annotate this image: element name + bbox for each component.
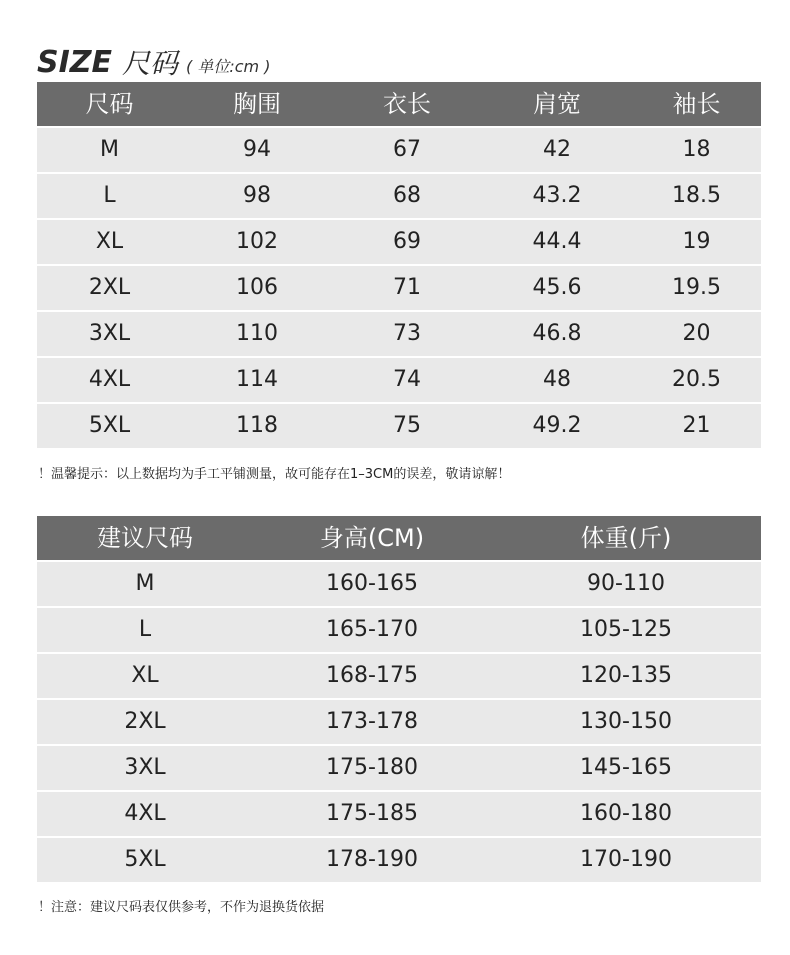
cell-size: 4XL <box>37 791 253 837</box>
cell-sleeve: 18.5 <box>632 173 761 219</box>
reference-disclaimer-note: ！注意：建议尺码表仅供参考，不作为退换货依据 <box>38 900 325 915</box>
table-row <box>37 173 761 219</box>
table-row <box>37 357 761 403</box>
cell-length: 69 <box>332 219 482 265</box>
cell-shoulder: 43.2 <box>482 173 632 219</box>
cell-size: XL <box>37 653 253 699</box>
cell-sleeve: 19.5 <box>632 265 761 311</box>
cell-shoulder: 44.4 <box>482 219 632 265</box>
title-unit: ( 单位:cm ) <box>186 57 271 76</box>
cell-weight: 160-180 <box>491 791 761 837</box>
cell-size: 5XL <box>37 837 253 882</box>
measurement-tip-note: ！温馨提示：以上数据均为手工平铺测量，故可能存在1–3CM的误差，敬请谅解！ <box>38 467 511 482</box>
cell-sleeve: 18 <box>632 127 761 173</box>
header-chest: 胸围 <box>182 82 332 127</box>
cell-chest: 110 <box>182 311 332 357</box>
cell-size: 2XL <box>37 265 182 311</box>
cell-length: 67 <box>332 127 482 173</box>
header-recommended-size: 建议尺码 <box>37 516 253 561</box>
cell-height: 178-190 <box>253 837 491 882</box>
cell-length: 74 <box>332 357 482 403</box>
cell-sleeve: 19 <box>632 219 761 265</box>
cell-size: 4XL <box>37 357 182 403</box>
table-row <box>37 653 761 699</box>
cell-sleeve: 20.5 <box>632 357 761 403</box>
cell-chest: 118 <box>182 403 332 448</box>
page-title <box>37 28 270 78</box>
cell-length: 75 <box>332 403 482 448</box>
cell-height: 173-178 <box>253 699 491 745</box>
size-recommendation-table <box>37 516 761 882</box>
cell-shoulder: 49.2 <box>482 403 632 448</box>
cell-shoulder: 42 <box>482 127 632 173</box>
table-row <box>37 791 761 837</box>
cell-shoulder: 48 <box>482 357 632 403</box>
table-row <box>37 219 761 265</box>
cell-height: 175-180 <box>253 745 491 791</box>
cell-weight: 120-135 <box>491 653 761 699</box>
cell-height: 160-165 <box>253 561 491 607</box>
cell-size: 2XL <box>37 699 253 745</box>
header-shoulder: 肩宽 <box>482 82 632 127</box>
cell-chest: 94 <box>182 127 332 173</box>
table-row <box>37 265 761 311</box>
cell-weight: 130-150 <box>491 699 761 745</box>
cell-size: M <box>37 127 182 173</box>
table-row <box>37 127 761 173</box>
table-row <box>37 699 761 745</box>
table-row <box>37 837 761 882</box>
title-size: SIZE <box>37 45 113 80</box>
header-size: 尺码 <box>37 82 182 127</box>
cell-length: 71 <box>332 265 482 311</box>
title-chinese: 尺码 <box>122 47 179 80</box>
cell-weight: 90-110 <box>491 561 761 607</box>
cell-weight: 105-125 <box>491 607 761 653</box>
cell-length: 68 <box>332 173 482 219</box>
header-weight: 体重(斤) <box>491 516 761 561</box>
header-sleeve: 袖长 <box>632 82 761 127</box>
cell-shoulder: 46.8 <box>482 311 632 357</box>
cell-size: 3XL <box>37 745 253 791</box>
cell-weight: 170-190 <box>491 837 761 882</box>
table-header-row <box>37 516 761 561</box>
cell-chest: 106 <box>182 265 332 311</box>
cell-chest: 98 <box>182 173 332 219</box>
cell-size: 5XL <box>37 403 182 448</box>
cell-length: 73 <box>332 311 482 357</box>
header-height: 身高(CM) <box>253 516 491 561</box>
size-recommendation-body <box>37 561 761 882</box>
table-row <box>37 561 761 607</box>
cell-sleeve: 21 <box>632 403 761 448</box>
cell-size: 3XL <box>37 311 182 357</box>
table-row <box>37 745 761 791</box>
cell-shoulder: 45.6 <box>482 265 632 311</box>
cell-chest: 114 <box>182 357 332 403</box>
header-length: 衣长 <box>332 82 482 127</box>
size-measurement-table <box>37 82 761 448</box>
cell-height: 168-175 <box>253 653 491 699</box>
cell-size: M <box>37 561 253 607</box>
cell-chest: 102 <box>182 219 332 265</box>
cell-size: L <box>37 607 253 653</box>
table-header-row <box>37 82 761 127</box>
table-row <box>37 311 761 357</box>
cell-sleeve: 20 <box>632 311 761 357</box>
size-measurement-body <box>37 127 761 448</box>
cell-size: L <box>37 173 182 219</box>
cell-height: 175-185 <box>253 791 491 837</box>
table-row <box>37 607 761 653</box>
cell-weight: 145-165 <box>491 745 761 791</box>
cell-size: XL <box>37 219 182 265</box>
table-row <box>37 403 761 448</box>
cell-height: 165-170 <box>253 607 491 653</box>
